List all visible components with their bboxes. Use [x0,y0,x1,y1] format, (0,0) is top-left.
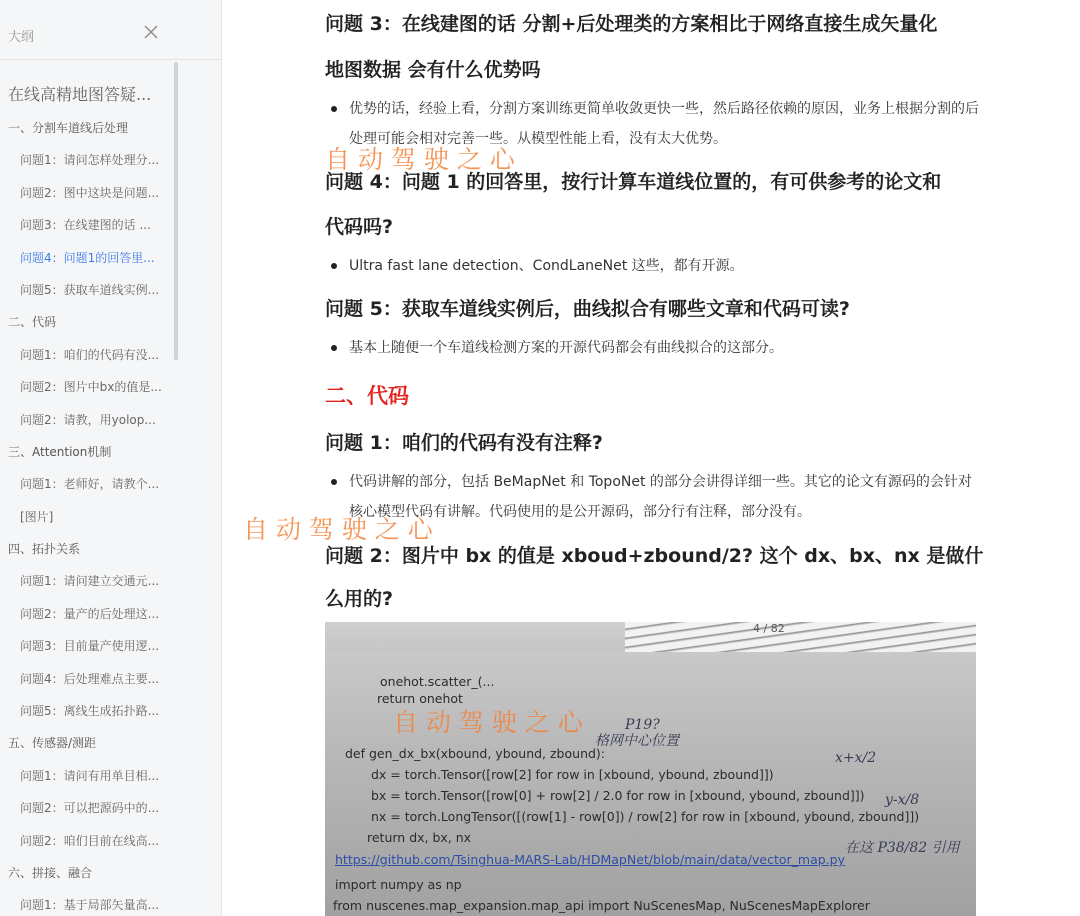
outline-item[interactable]: 问题2：图片中bx的值是... [20,380,162,395]
outline-title: 大纲 [8,30,35,45]
outline-item[interactable]: [图片] [20,509,54,524]
outline-item[interactable]: 问题4：问题1的回答里... [20,250,155,265]
handwriting-note: y-x/8 [885,792,920,808]
outline-item[interactable]: 问题2：咱们目前在线高... [20,833,160,848]
heading-q5: 问题 5：获取车道线实例后，曲线拟合有哪些文章和代码可读? [325,298,850,320]
outline-item[interactable]: 在线高精地图答疑... [8,85,152,104]
outline-item[interactable]: 问题3：目前量产使用逻... [20,639,160,654]
outline-item[interactable]: 问题5：获取车道线实例... [20,282,160,297]
heading-q3-line1: 问题 3：在线建图的话 分割+后处理类的方案相比于网络直接生成矢量化 [325,13,938,35]
list-item-q4-answer [325,251,980,281]
outline-sidebar [0,0,222,916]
outline-item[interactable]: 五、传感器/测距 [8,736,97,751]
watermark: 自 动 驾 驶 之 心 [393,708,583,737]
bullet-icon [331,479,337,485]
outline-item[interactable]: 问题2：量产的后处理这... [20,606,160,621]
code-line: import numpy as np [335,877,462,892]
handwriting-note: x+x/2 [835,750,877,766]
code-link: https://github.com/Tsinghua-MARS-Lab/HDMapNet/blob/main/data/vector_map.py [335,852,845,867]
heading-q3-line2: 地图数据 会有什么优势吗 [325,59,541,81]
outline-item[interactable]: 四、拓扑关系 [8,542,81,557]
outline-item[interactable]: 问题1：请问怎样处理分... [20,153,160,168]
outline-item[interactable]: 问题2：请教，用yolop... [20,412,156,427]
code-line: from nuscenes.map_expansion.map_api import NuScenesMap, NuScenesMapExplorer [333,898,870,913]
heading-q4-line2: 代码吗? [325,216,394,238]
outline-item[interactable]: 问题1：请问有用单目相... [20,768,160,783]
close-icon[interactable] [141,22,161,42]
outline-item[interactable]: 问题2：图中这块是问题... [20,185,160,200]
heading-s2-q2-line2: 么用的? [325,588,394,610]
outline-item[interactable]: 问题1：老师好，请教个... [20,477,160,492]
bullet-icon [331,106,337,112]
outline-item[interactable]: 问题2：可以把源码中的... [20,801,160,816]
outline-item[interactable]: 问题1：咱们的代码有没... [20,347,160,362]
code-photo [325,622,976,916]
outline-header [0,0,221,60]
outline-item[interactable]: 二、代码 [8,315,57,330]
outline-item[interactable]: 问题4：后处理难点主要... [20,671,160,686]
s2q1-answer-text: 代码讲解的部分，包括 BeMapNet 和 TopoNet 的部分会讲得详细一些。其它的论文有源码的会针对核心模型代码有讲解。代码使用的是公开源码，部分行有注释，部分没有。 [349,474,972,520]
watermark: 自 动 驾 驶 之 心 [243,515,433,544]
outline-item[interactable]: 三、Attention机制 [8,444,112,459]
outline-item[interactable]: 问题5：离线生成拓扑路... [20,704,160,719]
bullet-icon [331,263,337,269]
outline-item[interactable]: 问题1：基于局部矢量高... [20,898,160,913]
code-line: bx = torch.Tensor([row[0] + row[2] / 2.0 for row in [xbound, ybound, zbound]]) [371,788,865,803]
outline-item[interactable]: 问题1：请问建立交通元... [20,574,160,589]
q5-answer-text: 基本上随便一个车道线检测方案的开源代码都会有曲线拟合的这部分。 [349,340,783,356]
handwriting-note: P19? [625,717,660,733]
heading-q4-line1: 问题 4：问题 1 的回答里，按行计算车道线位置的，有可供参考的论文和 [325,171,942,193]
watermark: 自 动 驾 驶 之 心 [325,145,515,174]
photo-page-number: 4 / 82 [753,622,785,635]
list-item-q5-answer [325,333,980,363]
code-line: nx = torch.LongTensor([(row[1] - row[0]) / row[2] for row in [xbound, ybound, zbound]]) [371,809,920,824]
code-line: return onehot [377,691,463,706]
q3-answer-text: 优势的话，经验上看，分割方案训练更简单收敛更快一些，然后路径依赖的原因，业务上根据分割的后处理可能会相对完善一些。从模型性能上看，没有太大优势。 [349,101,979,147]
bullet-icon [331,345,337,351]
outline-scrollbar[interactable] [174,62,178,360]
code-line: return dx, bx, nx [367,830,472,845]
handwriting-note: 在这 P38/82 引用 [845,840,960,856]
outline-item[interactable]: 一、分割车道线后处理 [8,121,129,135]
code-line: def gen_dx_bx(xbound, ybound, zbound): [345,746,606,761]
code-line: dx = torch.Tensor([row[2] for row in [xbound, ybound, zbound]]) [371,767,774,782]
heading-s2-q2-line1: 问题 2：图片中 bx 的值是 xboud+zbound/2? 这个 dx、bx、nx 是做什 [325,545,984,567]
handwriting-note: 格网中心位置 [595,733,679,749]
document-content [243,0,985,916]
code-line: onehot.scatter_(... [380,674,495,689]
q4-answer-text: Ultra fast lane detection、CondLaneNet 这些，都有开源。 [349,258,744,274]
heading-s2-q1: 问题 1：咱们的代码有没有注释? [325,432,603,454]
outline-item[interactable]: 问题3：在线建图的话 ... [20,218,151,233]
outline-list [0,78,172,916]
outline-item[interactable]: 六、拼接、融合 [8,865,93,880]
section-heading-code: 二、代码 [325,384,409,408]
